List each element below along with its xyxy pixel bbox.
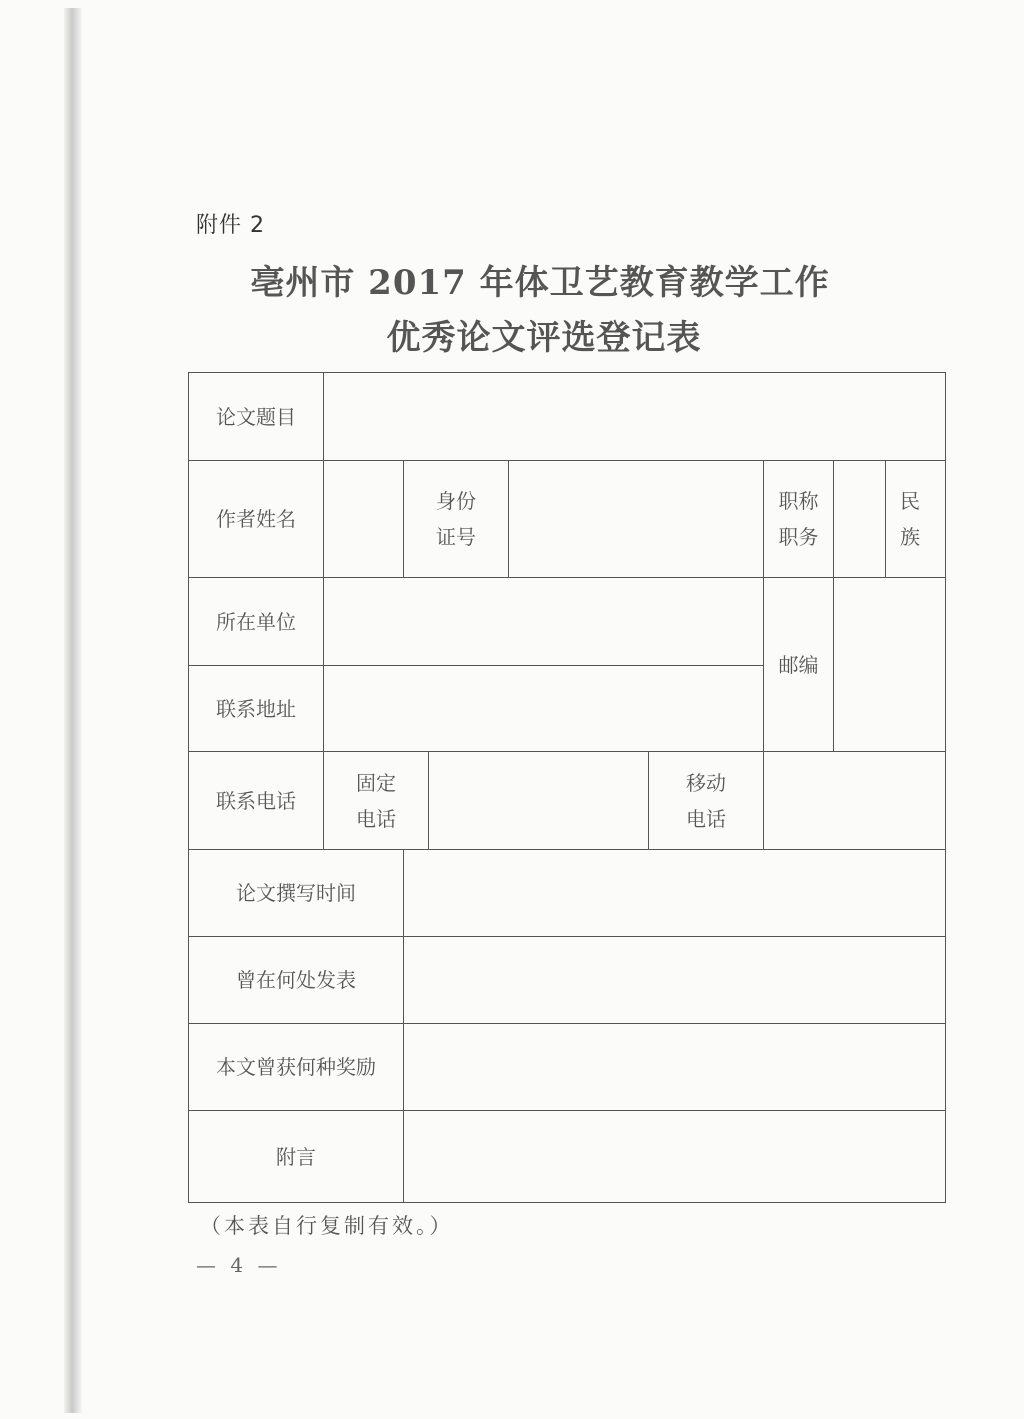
label-mobile-line-2: 电话 <box>686 806 726 831</box>
label-ethnicity-line-2: 族 <box>900 525 920 549</box>
label-author-name: 作者姓名 <box>189 461 324 578</box>
label-contact-phone: 联系电话 <box>189 752 324 850</box>
label-id-number-line-1: 身份 <box>436 489 476 513</box>
label-contact-address: 联系地址 <box>189 666 324 752</box>
input-writing-time[interactable] <box>404 850 946 937</box>
label-landline-line-2: 电话 <box>356 806 396 831</box>
label-paper-title: 论文题目 <box>189 373 324 461</box>
input-author-name[interactable] <box>324 461 404 578</box>
label-remarks: 附言 <box>189 1111 404 1203</box>
page-number: — 4 — <box>196 1253 282 1277</box>
label-ethnicity <box>886 461 946 578</box>
input-id-number[interactable] <box>509 461 764 578</box>
label-title-position-line-1: 职称 <box>778 489 819 513</box>
footnote: （本表自行复制有效。） <box>200 1214 454 1238</box>
input-published-where[interactable] <box>404 937 946 1024</box>
document-title-line-2: 优秀论文评选登记表 <box>386 318 702 358</box>
input-postal-code[interactable] <box>834 578 946 752</box>
registration-form-table <box>188 372 946 1203</box>
document-title-line-1: 亳州市 2017 年体卫艺教育教学工作 <box>250 263 830 303</box>
input-landline[interactable] <box>429 752 649 850</box>
input-remarks[interactable] <box>404 1111 946 1203</box>
label-postal-code: 邮编 <box>764 578 834 752</box>
attachment-label: 附件 2 <box>196 213 265 238</box>
label-awards: 本文曾获何种奖励 <box>189 1024 404 1111</box>
label-landline <box>324 752 429 850</box>
input-work-unit[interactable] <box>324 578 764 666</box>
label-title-position <box>764 461 834 578</box>
label-id-number-line-2: 证号 <box>436 525 476 549</box>
input-paper-title[interactable] <box>324 373 946 461</box>
binding-edge <box>64 8 82 1413</box>
label-ethnicity-line-1: 民 <box>900 489 920 513</box>
label-title-position-line-2: 职务 <box>778 525 819 549</box>
label-id-number <box>404 461 509 578</box>
label-published-where: 曾在何处发表 <box>189 937 404 1024</box>
label-mobile <box>649 752 764 850</box>
label-mobile-line-1: 移动 <box>686 770 726 795</box>
label-work-unit: 所在单位 <box>189 578 324 666</box>
label-writing-time: 论文撰写时间 <box>189 850 404 937</box>
input-title-position[interactable] <box>834 461 886 578</box>
input-contact-address[interactable] <box>324 666 764 752</box>
label-landline-line-1: 固定 <box>356 770 396 795</box>
input-awards[interactable] <box>404 1024 946 1111</box>
input-mobile[interactable] <box>764 752 946 850</box>
